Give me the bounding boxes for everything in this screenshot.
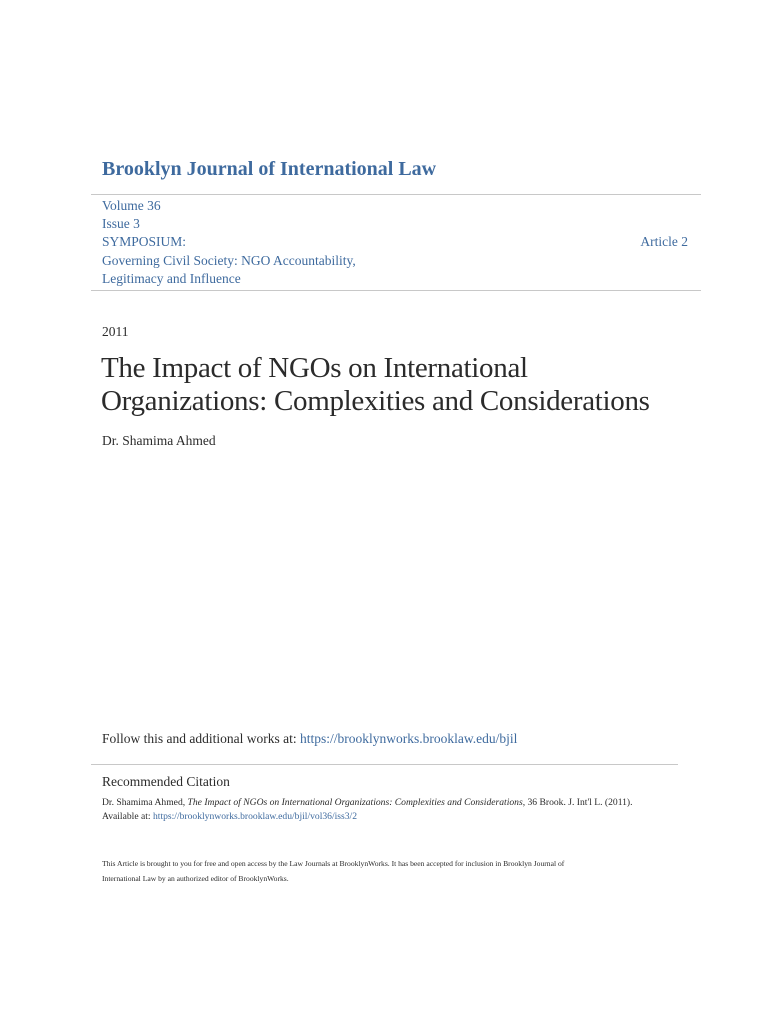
symposium-title-line1[interactable]: Governing Civil Society: NGO Accountability, [102, 252, 356, 268]
article-number-link[interactable]: Article 2 [640, 234, 688, 249]
available-label: Available at: [102, 810, 151, 822]
symposium-label[interactable]: SYMPOSIUM: [102, 234, 187, 250]
article-title-line2: Organizations: Complexities and Considerations [101, 385, 650, 417]
follow-url-link[interactable]: https://brooklynworks.brooklaw.edu/bjil [300, 731, 518, 746]
article-author: Dr. Shamima Ahmed [102, 433, 216, 448]
publication-year: 2011 [102, 324, 129, 339]
follow-label: Follow this and additional works at: [102, 731, 297, 746]
citation-suffix: , 36 Brook. J. Int'l L. (2011). [522, 797, 633, 808]
citation-author: Dr. Shamima Ahmed, [102, 797, 186, 808]
notice-line2: International Law by an authorized editor of BrooklynWorks. [102, 874, 289, 883]
issue-metadata [102, 197, 356, 288]
notice-line1: This Article is brought to you for free and open access by the Law Journals at BrooklynWorks. It has been accepted for inclusion in Brooklyn Journal of [102, 859, 565, 868]
journal-title[interactable]: Brooklyn Journal of International Law [102, 158, 437, 180]
symposium-title-line2[interactable]: Legitimacy and Influence [102, 270, 241, 286]
citation-title: The Impact of NGOs on International Organizations: Complexities and Considerations [187, 797, 523, 808]
issue-link[interactable]: Issue 3 [102, 216, 140, 232]
follow-divider [91, 764, 678, 765]
citation-line1 [102, 796, 633, 810]
header-divider-bottom [91, 290, 701, 291]
article-title-line1: The Impact of NGOs on International [101, 352, 528, 384]
follow-line [102, 731, 517, 747]
citation-text [102, 796, 633, 823]
header-divider-top [91, 194, 701, 195]
recommended-citation-heading: Recommended Citation [102, 774, 230, 789]
article-title [101, 352, 650, 418]
citation-line2 [102, 810, 633, 824]
access-notice [102, 856, 564, 886]
volume-link[interactable]: Volume 36 [102, 198, 161, 213]
available-url-link[interactable]: https://brooklynworks.brooklaw.edu/bjil/vol36/iss3/2 [152, 810, 358, 822]
